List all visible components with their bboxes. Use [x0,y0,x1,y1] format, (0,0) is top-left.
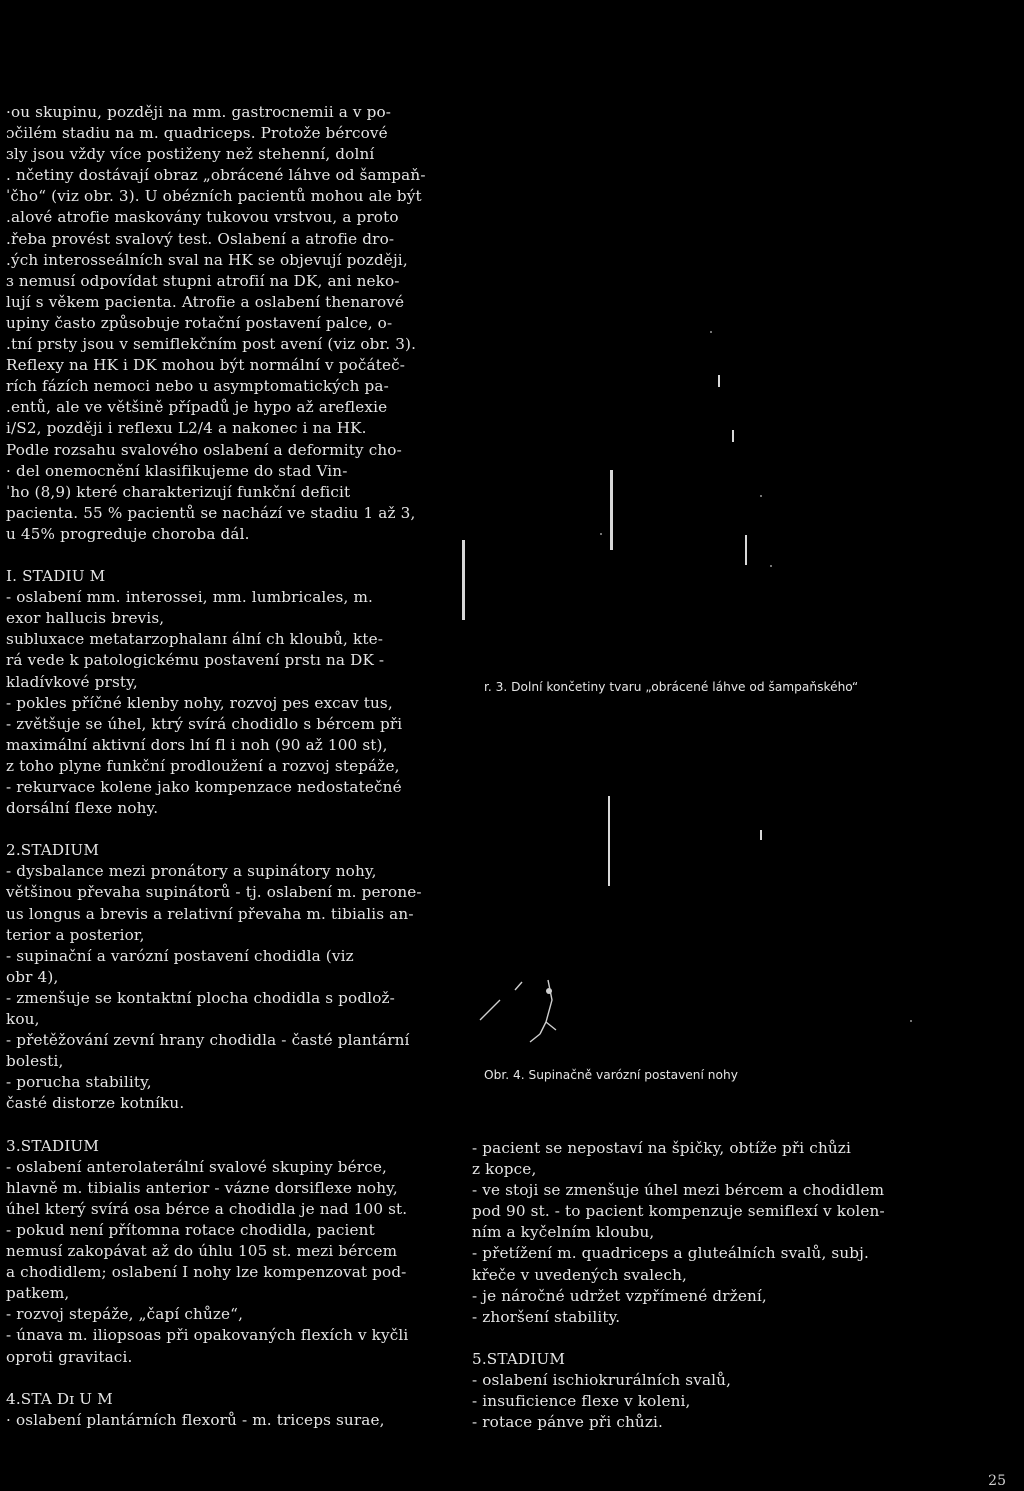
blank-line [472,1328,902,1349]
text-line: pacienta. 55 % pacientů se nachází ve stadiu 1 až 3, [6,503,416,522]
text-line: ɜ nemusí odpovídat stupni atrofií na DK, ani neko- [6,271,400,290]
text-line: - je náročné udržet vzpřímené držení, [472,1286,767,1305]
text-line: . nčetiny dostávají obraz „obrácené láhve od šampaň- [6,166,426,185]
text-line: většinou převaha supinátorů - tj. oslabení m. perone- [6,883,422,902]
text-line: upiny často způsobuje rotační postavení palce, o- [6,313,393,332]
stage-heading: 3.STADIUM [6,1136,100,1155]
text-line: - supinační a varózní postavení chodidla (viz [6,946,354,965]
page-number: 25 [988,1473,1006,1489]
text-line: subluxace metatarzophalanɪ ální ch kloubů, kte- [6,630,384,649]
figure-3-caption: r. 3. Dolní končetiny tvaru „obrácené láhve od šampaňského“ [484,680,859,694]
text-line: časté distorze kotníku. [6,1094,185,1113]
right-text-column [472,1138,902,1433]
text-line: .entů, ale ve většině případů je hypo až areflexie [6,398,388,417]
text-line: - pokles příčné klenby nohy, rozvoj pes excav tus, [6,693,393,712]
stage-heading: 2.STADIUM [6,841,100,860]
text-line: patkem, [6,1284,70,1303]
text-line: lují s věkem pacienta. Atrofie a oslabení thenarové [6,292,405,311]
left-text-column [6,102,446,1431]
text-line: - zmenšuje se kontaktní plocha chodidla s podlož- [6,988,395,1007]
blank-line [6,545,446,566]
text-line: rích fázích nemoci nebo u asymptomatických pa- [6,377,389,396]
text-line: terior a posterior, [6,925,145,944]
text-line: kladívkové prsty, [6,672,138,691]
text-line: .ých interosseálních sval na HK se objevují později, [6,250,408,269]
text-line: - rekurvace kolene jako kompenzace nedostatečné [6,778,402,796]
figure-4-caption: Obr. 4. Supinačně varózní postavení nohy [484,1068,738,1082]
text-line: · del onemocnění klasifikujeme do stad Vin- [6,461,348,480]
foot-sketch [470,960,630,1060]
text-line: i/S2, později i reflexu L2/4 a nakonec i na HK. [6,419,367,438]
text-line: maximální aktivní dors lní fl i noh (90 až 100 st), [6,735,388,754]
text-line: a chodidlem; oslabení I nohy lze kompenzovat pod- [6,1263,407,1282]
text-line: ˈho (8,9) které charakterizují funkční deficit [6,482,351,501]
blank-line [6,819,446,840]
text-line: úhel který svírá osa bérce a chodidla je nad 100 st. [6,1199,408,1218]
blank-line [6,1115,446,1136]
text-line: bolesti, [6,1052,64,1071]
text-line: · oslabení plantárních flexorů - m. triceps surae, [6,1410,385,1429]
text-line: - přetěžování zevní hrany chodidla - časté plantární [6,1031,410,1050]
text-line: - zvětšuje se úhel, ktrý svírá chodidlo s bércem při [6,714,403,733]
text-line: - dysbalance mezi pronátory a supinátory nohy, [6,862,377,881]
text-line: - pokud není přítomna rotace chodidla, pacient [6,1220,375,1239]
text-line: z kopce, [472,1160,537,1179]
text-line: hlavně m. tibialis anterior - vázne dorsiflexe nohy, [6,1178,398,1197]
text-line: - rotace pánve při chůzi. [472,1413,663,1432]
text-line: křeče v uvedených svalech, [472,1265,688,1284]
blank-line [6,1368,446,1389]
text-line: ɔčilém stadiu na m. quadriceps. Protože bércové [6,124,388,143]
text-line: obr 4), [6,967,59,986]
text-line: oproti gravitaci. [6,1347,133,1366]
text-line: Podle rozsahu svalového oslabení a deformity cho- [6,440,402,459]
text-line: ˈčho“ (viz obr. 3). U obézních pacientů mohou ale být [6,187,422,206]
text-line: - zhoršení stability. [472,1307,621,1326]
text-line: exor hallucis brevis, [6,609,165,628]
text-line: ɜly jsou vždy více postiženy než stehenní, dolní [6,145,375,164]
text-line: - oslabení ischiokrurálních svalů, [472,1371,732,1390]
stage-heading: 5.STADIUM [472,1349,566,1368]
figure-4-image [470,760,890,1060]
text-line: - přetížení m. quadriceps a gluteálních svalů, subj. [472,1244,869,1263]
text-line: - oslabení mm. interossei, mm. lumbricales, m. [6,588,373,607]
text-line: ním a kyčelním kloubu, [472,1223,655,1242]
text-line: - rozvoj stepáže, „čapí chůze“, [6,1305,244,1324]
text-line: - oslabení anterolaterální svalové skupiny bérce, [6,1157,387,1176]
text-line: ·ou skupinu, později na mm. gastrocnemii a v po- [6,103,392,121]
figure-3-image [460,330,880,680]
text-line: - ve stoji se zmenšuje úhel mezi bércem a chodidlem [472,1181,885,1200]
text-line: - insuficience flexe v koleni, [472,1392,691,1411]
text-line: nemusí zakopávat až do úhlu 105 st. mezi bércem [6,1242,398,1261]
text-line: - únava m. iliopsoas při opakovaných flexích v kyčli [6,1326,409,1345]
text-line: us longus a brevis a relativní převaha m. tibialis an- [6,904,414,923]
text-line: rá vede k patologickému postavení prstı na DK - [6,651,385,670]
text-line: .řeba provést svalový test. Oslabení a atrofie dro- [6,229,395,248]
stage-heading: 4.STA Dɪ U M [6,1389,113,1408]
text-line: dorsální flexe nohy. [6,799,159,818]
text-line: .tní prsty jsou v semiflekčním post avení (viz obr. 3). [6,335,417,354]
text-line: Reflexy na HK i DK mohou být normální v počáteč- [6,356,406,375]
text-line: .alové atrofie maskovány tukovou vrstvou, a proto [6,208,399,227]
text-line: u 45% progreduje choroba dál. [6,524,250,543]
text-line: kou, [6,1010,40,1029]
text-line: z toho plyne funkční prodloužení a rozvoj stepáže, [6,756,400,775]
text-line: pod 90 st. - to pacient kompenzuje semiflexí v kolen- [472,1202,885,1221]
text-line: - pacient se nepostaví na špičky, obtíže při chůzi [472,1139,851,1157]
stage-heading: I. STADIU M [6,567,106,586]
text-line: - porucha stability, [6,1073,152,1092]
